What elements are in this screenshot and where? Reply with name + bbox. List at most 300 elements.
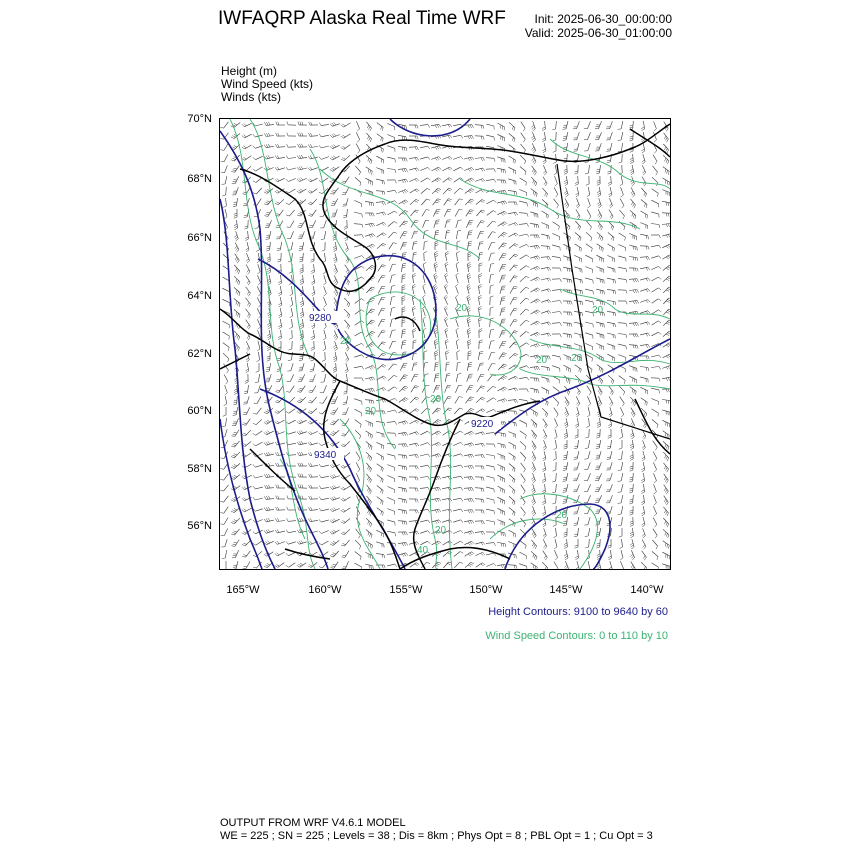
wind-barb-flag <box>598 224 600 227</box>
wind-barb-flag <box>665 543 666 546</box>
wind-barb-flag <box>266 530 268 533</box>
wind-barb-flag <box>402 147 403 150</box>
wind-barb-flag <box>461 167 464 169</box>
wind-barb-flag <box>618 481 622 482</box>
wind-barb-flag <box>501 367 504 368</box>
wind-barb-flag <box>319 443 321 446</box>
wind-barb-flag <box>244 192 248 193</box>
wind-barb-flag <box>402 466 403 469</box>
wind-barb <box>354 343 361 346</box>
wind-barb <box>519 420 526 424</box>
wind-barb-flag <box>404 190 406 193</box>
wind-barb <box>607 289 615 290</box>
wind-barb <box>588 198 591 206</box>
wind-barb-flag <box>286 203 289 205</box>
wind-barb-flag <box>648 236 649 239</box>
wind-barb-flag <box>311 270 314 272</box>
wind-barb <box>324 374 326 382</box>
wind-barb-flag <box>472 541 475 544</box>
wind-barb-flag <box>491 329 494 330</box>
wind-barb-flag <box>664 477 666 480</box>
wind-barb-flag <box>501 433 502 436</box>
wind-barb-flag <box>554 437 557 439</box>
wind-barb-flag <box>279 316 282 318</box>
wind-barb-flag <box>258 327 260 329</box>
wind-barb-flag <box>601 227 603 230</box>
wind-barb-flag <box>369 213 370 216</box>
wind-barb-flag <box>268 474 270 477</box>
wind-barb-flag <box>469 387 473 388</box>
wind-barb <box>356 473 359 480</box>
wind-barb <box>509 145 515 150</box>
wind-barb <box>377 475 383 480</box>
wind-barb <box>554 199 559 205</box>
wind-barb <box>578 550 579 558</box>
wind-barb-flag <box>538 277 541 279</box>
wind-barb-flag <box>599 378 601 381</box>
wind-barb-flag <box>472 499 474 502</box>
wind-barb-flag <box>586 426 589 428</box>
wind-barb-flag <box>268 272 271 274</box>
wind-barb <box>475 455 483 456</box>
wind-barb <box>608 244 615 248</box>
wind-barb-flag <box>381 489 382 492</box>
wind-barb-flag <box>370 289 373 290</box>
wind-barb-flag <box>434 273 437 275</box>
wind-barb-flag <box>402 455 403 458</box>
wind-barb <box>291 231 294 238</box>
wind-barb-flag <box>545 183 547 186</box>
wind-barb-flag <box>459 397 463 398</box>
wind-barb-flag <box>450 167 453 169</box>
wind-barb <box>324 286 327 293</box>
wind-barb-flag <box>600 290 601 294</box>
wind-barb-flag <box>423 262 426 264</box>
wind-barb-flag <box>223 206 226 208</box>
wind-barb-flag <box>259 305 261 308</box>
wind-barb-flag <box>246 371 249 373</box>
wind-barb-flag <box>468 521 470 524</box>
wind-barb-flag <box>578 404 580 407</box>
wind-barb-flag <box>618 514 622 515</box>
wind-barb-flag <box>368 169 369 172</box>
wind-barb-flag <box>417 477 418 480</box>
wind-barb <box>588 132 591 139</box>
wind-barb-flag <box>668 213 669 216</box>
wind-barb-flag <box>330 520 333 522</box>
wind-barb-flag <box>637 334 638 337</box>
wind-barb <box>652 299 659 303</box>
wind-barb-flag <box>264 422 267 424</box>
wind-barb-flag <box>319 145 321 148</box>
wind-barb-flag <box>247 349 249 352</box>
wind-barb-flag <box>659 355 661 358</box>
wind-barb <box>354 235 362 236</box>
wind-barb-flag <box>267 358 270 359</box>
wind-barb-flag <box>346 360 348 363</box>
wind-barb <box>354 256 361 259</box>
wind-barb-flag <box>472 157 474 160</box>
wind-barb-flag <box>243 423 246 424</box>
wind-barb-flag <box>312 327 315 329</box>
wind-barb-flag <box>481 410 484 412</box>
wind-barb <box>456 319 459 327</box>
wind-barb-flag <box>532 521 534 524</box>
wind-barb-flag <box>592 358 593 362</box>
wind-barb-flag <box>505 191 507 194</box>
wind-barb-flag <box>428 167 430 170</box>
wind-barb-flag <box>362 256 364 259</box>
wind-barb <box>346 407 349 414</box>
wind-barb <box>321 442 328 445</box>
wind-barb-flag <box>333 356 336 358</box>
wind-barb-flag <box>596 448 599 449</box>
wind-barb-flag <box>632 413 634 416</box>
wind-barb-flag <box>233 544 236 545</box>
wind-barb-flag <box>297 442 299 445</box>
lat-label-60: 60°N <box>187 405 212 417</box>
wind-barb-flag <box>266 442 268 445</box>
wind-barb-flag <box>264 474 266 477</box>
wind-barb-flag <box>608 184 611 186</box>
wind-barb-flag <box>332 566 335 567</box>
wind-barb <box>292 319 293 327</box>
wind-barb <box>509 233 516 237</box>
wind-barb <box>587 396 590 403</box>
wind-barb-flag <box>323 272 326 274</box>
wind-barb-flag <box>276 507 277 510</box>
wind-barb <box>457 253 458 261</box>
wind-barb-flag <box>342 146 345 148</box>
wind-barb-flag <box>447 190 450 191</box>
wind-barb-flag <box>268 463 270 466</box>
wind-barb-flag <box>437 520 439 523</box>
wind-barb-flag <box>446 232 449 233</box>
wind-barb-flag <box>634 403 636 406</box>
lon-label-155: 155°W <box>389 584 423 596</box>
wind-barb-flag <box>222 184 226 185</box>
wind-barb-flag <box>666 128 668 131</box>
wind-barb-flag <box>395 422 397 425</box>
wind-barb-flag <box>417 455 419 458</box>
wind-barb-flag <box>667 139 669 142</box>
wind-barb <box>553 222 560 226</box>
wind-barb-flag <box>246 259 249 262</box>
wind-barb-flag <box>404 433 406 436</box>
wind-barb <box>355 552 361 557</box>
wind-barb-flag <box>233 204 236 205</box>
wind-barb-flag <box>664 510 666 513</box>
wind-barb-flag <box>494 179 496 182</box>
wind-barb-flag <box>468 191 471 193</box>
wind-barb-flag <box>247 303 249 306</box>
wind-barb-flag <box>275 442 277 445</box>
wind-barb <box>258 330 261 338</box>
wind-barb-flag <box>481 158 483 161</box>
wind-barb-flag <box>370 445 371 448</box>
wind-barb-flag <box>370 480 372 483</box>
wind-barb-flag <box>266 421 269 423</box>
wind-barb-flag <box>319 497 321 500</box>
wind-barb <box>310 466 318 467</box>
wind-barb <box>423 220 426 227</box>
wind-barb-flag <box>264 453 266 456</box>
wind-barb-flag <box>341 435 344 436</box>
wind-barb-flag <box>446 350 449 352</box>
wind-barb <box>376 156 383 160</box>
wind-barb-flag <box>239 293 240 296</box>
wind-barb-flag <box>287 518 289 521</box>
wind-barb-flag <box>445 297 447 300</box>
wind-barb-flag <box>256 371 259 372</box>
wind-barb-flag <box>643 448 646 450</box>
wind-barb <box>255 476 263 478</box>
wind-barb-flag <box>289 338 292 339</box>
wind-barb-flag <box>238 337 240 340</box>
wind-barb-flag <box>575 182 578 184</box>
wind-barb-flag <box>370 333 373 335</box>
wind-barb-flag <box>618 140 622 141</box>
wind-barb <box>387 486 394 489</box>
wind-barb-flag <box>603 358 604 362</box>
wind-barb <box>321 124 329 125</box>
wind-barb <box>354 366 362 367</box>
wind-barb-flag <box>415 125 416 128</box>
wind-barb-flag <box>564 545 567 547</box>
wind-barb <box>312 220 315 227</box>
wind-barb <box>652 177 658 183</box>
wind-barb-flag <box>402 342 405 343</box>
wind-barb-flag <box>402 400 405 402</box>
wind-barb-flag <box>514 139 515 142</box>
wind-barb-flag <box>513 288 517 289</box>
wind-barb <box>487 221 492 227</box>
wind-barb <box>652 551 658 556</box>
wind-barb-flag <box>514 469 515 472</box>
wind-barb <box>456 264 458 272</box>
wind-barb-flag <box>534 389 535 393</box>
wind-barb-flag <box>287 507 288 510</box>
wind-barb <box>618 256 626 258</box>
wind-barb-flag <box>266 122 268 125</box>
wind-barb-flag <box>630 479 633 480</box>
wind-barb-flag <box>243 532 246 534</box>
wind-barb-flag <box>503 377 506 379</box>
wind-barb-flag <box>277 155 279 158</box>
wind-barb <box>345 540 350 546</box>
wind-barb-flag <box>468 332 471 334</box>
wind-barb-flag <box>373 203 374 206</box>
wind-barb-flag <box>371 389 373 392</box>
wind-barb <box>453 520 461 522</box>
wind-barb-flag <box>253 444 256 446</box>
wind-barb-flag <box>468 266 471 268</box>
wind-barb-flag <box>383 353 386 354</box>
wind-barb-flag <box>513 321 517 322</box>
wind-barb <box>510 309 514 316</box>
wind-barb <box>554 408 558 415</box>
wind-barb <box>420 531 428 534</box>
wind-barb <box>509 133 515 138</box>
wind-barb-flag <box>564 180 567 182</box>
wind-barb-flag <box>253 555 256 557</box>
wind-barb-flag <box>312 325 315 327</box>
wind-barb <box>644 121 645 129</box>
wind-barb-flag <box>275 542 277 545</box>
wind-barb-flag <box>298 144 299 147</box>
wind-barb <box>520 354 527 358</box>
wind-barb <box>510 320 514 327</box>
wind-barb-flag <box>334 360 337 362</box>
wind-barb-flag <box>312 283 315 285</box>
wind-barb-flag <box>264 519 266 522</box>
wind-barb-flag <box>654 129 657 131</box>
map-panel <box>219 118 671 570</box>
wind-barb-flag <box>505 170 506 174</box>
wind-barb-flag <box>483 488 484 491</box>
wind-barb-flag <box>588 404 590 406</box>
wind-barb-flag <box>435 488 437 491</box>
wind-barb-flag <box>608 547 611 548</box>
wind-barb-flag <box>344 380 347 382</box>
wind-barb-flag <box>362 366 364 369</box>
wind-barb-flag <box>610 391 612 394</box>
wind-barb <box>246 287 251 293</box>
wind-barb-flag <box>277 452 279 455</box>
wind-barb-flag <box>576 426 579 428</box>
wind-barb-flag <box>264 531 266 534</box>
wind-barb <box>611 176 612 184</box>
wind-barb-flag <box>406 190 408 193</box>
wind-barb <box>378 331 382 338</box>
wind-barb-flag <box>613 335 614 339</box>
wind-barb-flag <box>472 510 474 513</box>
wind-barb-flag <box>368 158 369 161</box>
wind-barb-flag <box>641 501 644 503</box>
wind-barb-flag <box>268 338 271 340</box>
wind-barb <box>321 520 329 522</box>
wind-barb-flag <box>278 507 279 510</box>
wind-barb-flag <box>276 133 277 136</box>
wind-barb-flag <box>460 431 463 433</box>
wind-barb-flag <box>654 492 657 494</box>
wind-barb-flag <box>470 158 472 161</box>
wind-barb-flag <box>297 215 300 216</box>
wind-barb <box>390 275 392 283</box>
wind-barb-flag <box>415 190 418 192</box>
wind-barb <box>555 429 557 437</box>
wind-barb-flag <box>483 510 484 513</box>
wind-barb-flag <box>630 523 633 524</box>
wind-barb-flag <box>457 241 460 242</box>
wind-barb-flag <box>492 364 496 365</box>
wind-barb-flag <box>532 532 534 535</box>
wind-barb-flag <box>245 369 248 371</box>
wind-barb-flag <box>482 200 485 202</box>
wind-barb-flag <box>618 470 621 471</box>
wind-barb <box>278 563 284 568</box>
wind-barb-flag <box>468 256 471 257</box>
wind-barb-flag <box>373 389 375 392</box>
wind-barb-flag <box>564 158 567 159</box>
wind-barb-flag <box>667 181 668 185</box>
wind-barb-flag <box>514 202 515 205</box>
wind-barb <box>653 462 656 469</box>
wind-barb-flag <box>532 158 534 161</box>
wind-barb-flag <box>666 400 667 403</box>
wind-barb-flag <box>533 191 534 194</box>
wind-barb <box>652 321 659 325</box>
wind-barb-flag <box>435 355 438 357</box>
wind-barb-flag <box>371 267 374 269</box>
wind-barb-flag <box>647 402 648 405</box>
wind-barb-flag <box>523 480 525 483</box>
wind-barb-flag <box>549 246 550 249</box>
wind-barb-flag <box>438 431 441 433</box>
wind-barb-flag <box>481 521 482 524</box>
wind-barb <box>486 521 494 522</box>
wind-barb-flag <box>404 399 407 401</box>
wind-barb-flag <box>547 322 549 325</box>
wind-barb-flag <box>597 191 600 193</box>
wind-barb-flag <box>645 214 646 218</box>
wind-barb-flag <box>630 543 633 545</box>
wind-barb-flag <box>253 532 256 534</box>
wind-barb <box>607 311 615 312</box>
wind-barb-flag <box>526 331 529 333</box>
wind-barb-flag <box>531 136 534 138</box>
wind-barb-flag <box>323 338 326 340</box>
wind-barb-flag <box>632 193 634 196</box>
wind-barb-flag <box>330 544 333 546</box>
wind-barb-flag <box>626 346 627 350</box>
wind-barb-flag <box>564 173 567 174</box>
wind-barb-flag <box>549 368 550 371</box>
wind-barb-flag <box>232 546 235 547</box>
wind-barb-flag <box>538 367 540 370</box>
wind-barb <box>651 266 658 269</box>
wind-barb <box>390 297 392 305</box>
wind-barb-flag <box>402 224 405 225</box>
wind-barb-flag <box>538 266 540 269</box>
wind-barb-flag <box>468 330 471 332</box>
wind-barb <box>256 541 263 545</box>
wind-barb-flag <box>319 519 321 522</box>
wind-barb-flag <box>536 300 539 302</box>
wind-barb-flag <box>334 268 337 270</box>
wind-barb <box>653 518 657 525</box>
wind-barb-flag <box>637 300 639 303</box>
wind-barb-flag <box>611 226 613 229</box>
wind-barb-flag <box>448 136 450 139</box>
wind-barb-flag <box>415 136 416 139</box>
wind-barb-flag <box>468 245 471 246</box>
wind-barb-flag <box>597 202 600 204</box>
wind-barb-flag <box>404 169 406 172</box>
wind-barb-flag <box>243 543 246 544</box>
wind-barb-flag <box>334 336 337 339</box>
wind-barb-flag <box>544 173 547 175</box>
wind-barb-flag <box>286 215 289 216</box>
wind-barb-flag <box>232 510 235 512</box>
wind-barb-flag <box>299 155 301 158</box>
wind-barb-flag <box>468 125 470 128</box>
wind-barb-flag <box>277 553 280 555</box>
wind-barb-flag <box>626 323 627 326</box>
wind-barb <box>575 365 582 370</box>
wind-barb-flag <box>237 335 239 338</box>
wind-barb-flag <box>564 534 567 535</box>
